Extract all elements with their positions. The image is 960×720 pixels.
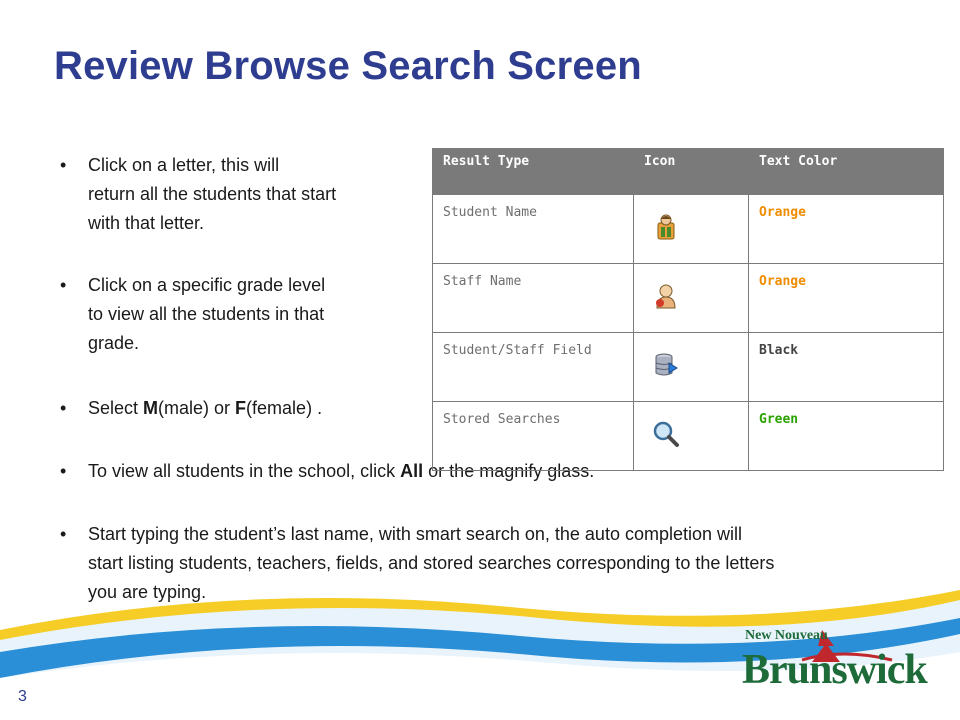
icon-cell (634, 402, 749, 471)
icon-cell (634, 264, 749, 333)
bullet-text: Start typing the student’s last name, with smart search on, the auto completion will start listing students, teachers, fields, and stored searches corresponding to the letters you are typing. (88, 524, 775, 602)
logo-small-text: New Nouveau (745, 628, 828, 643)
text-color-cell: Black (749, 333, 944, 402)
header-text-color: Text Color (749, 149, 944, 195)
bullet-dot: • (60, 461, 67, 481)
text-color-cell: Green (749, 402, 944, 471)
staff-icon (652, 282, 680, 310)
result-type-cell: Staff Name (433, 264, 634, 333)
icon-cell (634, 195, 749, 264)
field-icon (652, 351, 680, 379)
result-type-cell: Stored Searches (433, 402, 634, 471)
magnify-icon (652, 420, 680, 448)
result-type-cell: Student Name (433, 195, 634, 264)
result-type-cell: Student/Staff Field (433, 333, 634, 402)
bullet-dot: • (60, 275, 67, 295)
header-icon: Icon (634, 149, 749, 195)
bullet-dot: • (60, 155, 67, 175)
table-row (433, 333, 944, 402)
bullet-dot: • (60, 524, 67, 544)
table-row (433, 402, 944, 471)
bullet-letter (60, 151, 336, 238)
bullet-text: Click on a letter, this will return all the students that start with that letter. (88, 155, 337, 233)
student-icon (652, 213, 680, 241)
bullet-text: To view all students in the school, click All or the magnify glass. (88, 461, 595, 481)
bullet-gender (60, 394, 322, 423)
bullet-dot: • (60, 398, 67, 418)
icon-cell (634, 333, 749, 402)
table-header-row (433, 149, 944, 195)
bullet-text: Select M(male) or F(female) . (88, 398, 323, 418)
header-result-type: Result Type (433, 149, 634, 195)
result-type-table (432, 148, 944, 471)
bullet-text: Click on a specific grade level to view all the students in that grade. (88, 275, 326, 353)
table-row (433, 264, 944, 333)
text-color-cell: Orange (749, 264, 944, 333)
bullet-grade (60, 271, 325, 358)
table-row (433, 195, 944, 264)
text-color-cell: Orange (749, 195, 944, 264)
slide-title: Review Browse Search Screen (54, 44, 642, 88)
logo-big-text: Brunswick (742, 647, 927, 693)
slide-number: 3 (18, 688, 27, 705)
